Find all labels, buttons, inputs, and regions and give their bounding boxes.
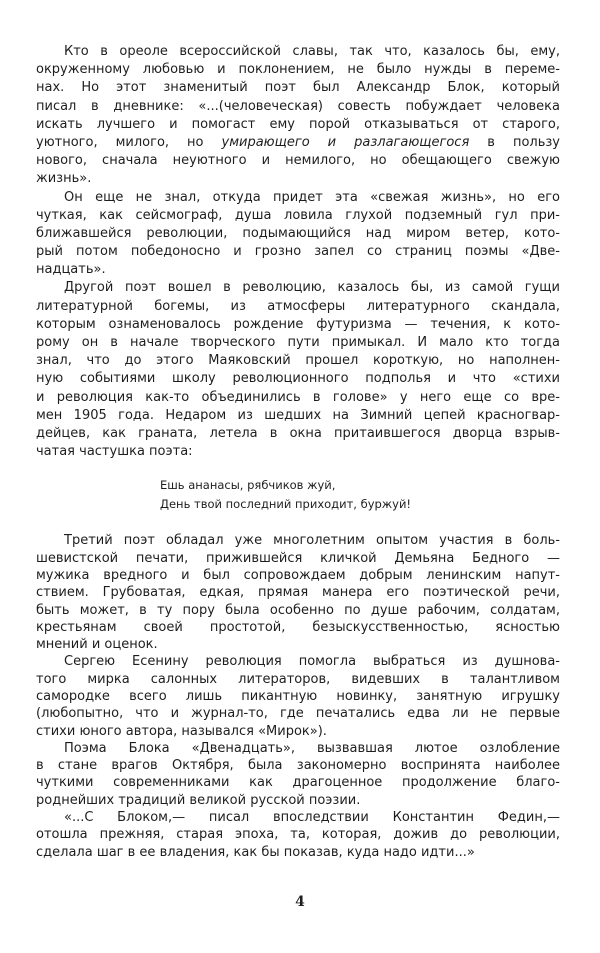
text-line: ближавшейся революции, подымающийся над миром ветер, кото-: [36, 225, 560, 241]
text-before-poem: [36, 43, 560, 461]
text-line: дейцев, как граната, летела в окна притаившегося дворца взрыв-: [36, 425, 560, 441]
text-line: шевистской печати, прижившейся кличкой Демьяна Бедного —: [36, 550, 560, 566]
paragraph: [36, 43, 560, 189]
text-line: чуткими современниками как драгоценное продолжение благо-: [36, 775, 560, 791]
text-line: чуткая, как сейсмограф, душа ловила глухой подземный гул при-: [36, 207, 560, 223]
text-line: Другой поэт вошел в революцию, казалось бы, из самой гущи: [64, 280, 560, 296]
text-line: стихи юного автора, назывался «Мирок»).: [36, 723, 327, 739]
book-page: [36, 43, 560, 861]
paragraph: [36, 653, 560, 739]
text-line: мужика вредного и был сопровождаем добрым ленинским напут-: [36, 567, 560, 583]
text-line: Поэма Блока «Двенадцать», вызвавшая лютое озлобление: [64, 740, 560, 756]
poem-line: Ешь ананасы, рябчиков жуй,: [160, 478, 336, 493]
text-line: в стане врагов Октября, была закономерно воспринята наиболее: [36, 758, 560, 774]
text-line: того мирка салонных литераторов, видевших в талантливом: [36, 671, 560, 687]
text-line: писал в дневнике: «...(человеческая) совесть побуждает человека: [36, 98, 560, 114]
text-line: мнений и оценок.: [36, 637, 158, 653]
text-line: ствием. Грубоватая, едкая, прямая манера его поэтической речи,: [36, 585, 560, 601]
text-line: крестьянам своей простотой, безыскусственностью, ясностью: [36, 619, 560, 635]
poem-line: День твой последний приходит, буржуй!: [160, 497, 412, 512]
text-line: надцать».: [36, 262, 106, 278]
text-line: сделала шаг в ее владения, как бы показав, куда надо идти...»: [36, 844, 475, 860]
text-line: которым ознаменовалось рождение футуризма — течения, к кото-: [36, 316, 560, 332]
text-line: рому он в начале творческого пути примыкал. И мало кто тогда: [36, 335, 560, 350]
text-line: роднейших традиций великой русской поэзии.: [36, 792, 361, 808]
text-segment: уютного, милого, но: [36, 134, 222, 150]
text-line: ную событиями школу революционного подполья и что «стихи: [36, 371, 560, 387]
paragraph: [36, 279, 560, 461]
text-segment: в пользу: [469, 134, 560, 150]
text-line: жизнь».: [36, 171, 92, 187]
text-line: «...С Блоком,— писал впоследствии Константин Федин,—: [64, 810, 560, 826]
paragraph: [36, 809, 560, 861]
text-line: [36, 134, 560, 152]
text-after-poem: [36, 532, 560, 861]
text-line: быть может, в ту пору была особенно по душе рабочим, солдатам,: [36, 602, 560, 618]
text-line: окруженному любовью и поклонением, не было нужды в переме-: [36, 62, 560, 78]
paragraph: [36, 189, 560, 280]
text-line: чатая частушка поэта:: [36, 444, 193, 460]
text-line: Кто в ореоле всероссийской славы, так что, казалось бы, ему,: [64, 44, 560, 59]
text-line: Он еще не знал, откуда придет эта «свежая жизнь», но его: [64, 189, 560, 205]
text-line: нах. Но этот знаменитый поэт был Александр Блок, который: [36, 80, 560, 96]
text-line: рый потом победоносно и грозно запел со страниц поэмы «Две-: [36, 244, 560, 260]
text-line: литературной богемы, из атмосферы литературного скандала,: [36, 298, 560, 314]
text-line: и революция как-то объединились в голове» у него еще со вре-: [36, 389, 560, 405]
page-number: 4: [295, 894, 305, 910]
text-line: самородке всего лишь пикантную новинку, занятную игрушку: [36, 688, 560, 704]
text-line: (любопытно, что и журнал-то, где печатались едва ли не первые: [36, 706, 560, 722]
text-line: знал, что до этого Маяковский прошел короткую, но наполнен-: [36, 353, 560, 369]
italic-text: умирающего и разлагающегося: [221, 134, 470, 150]
paragraph: [36, 532, 560, 653]
text-line: искать лучшего и помогаст ему порой отказываться от старого,: [36, 116, 560, 132]
paragraph: [36, 740, 560, 809]
text-line: Сергею Есенину революция помогла выбраться из душнова-: [64, 654, 560, 670]
text-line: мен 1905 года. Недаром из шедших на Зимний цепей красногвар-: [36, 407, 560, 423]
poem-quote: [160, 476, 560, 514]
text-line: нового, сначала неуютного и немилого, но обещающего свежую: [36, 153, 560, 169]
text-line: Третий поэт обладал уже многолетним опытом участия в боль-: [64, 533, 560, 549]
text-line: отошла прежняя, старая эпоха, та, которая, дожив до революции,: [36, 827, 560, 843]
